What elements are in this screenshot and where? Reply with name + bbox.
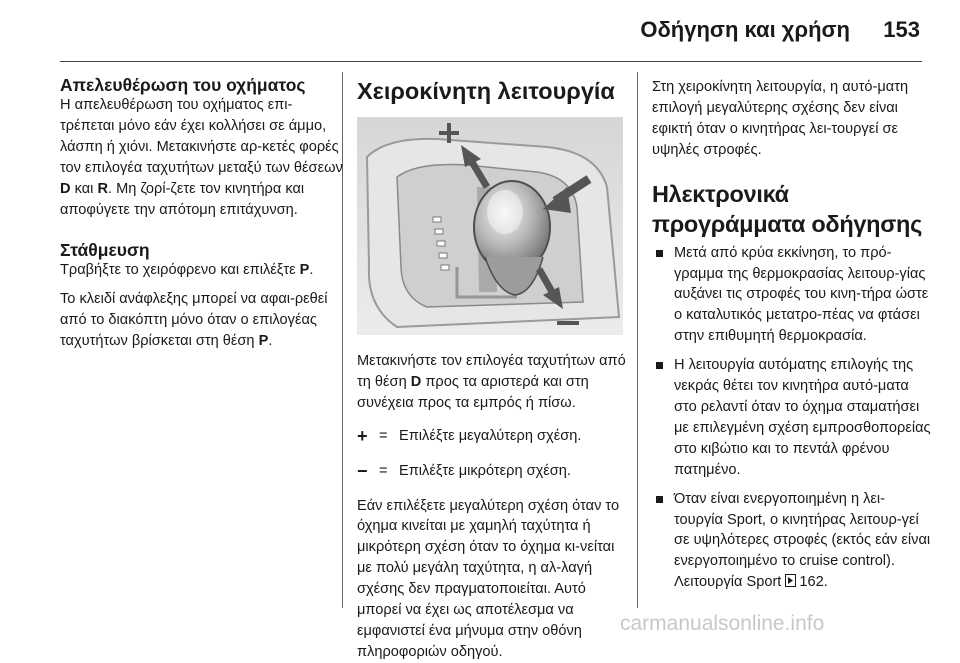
column-1 (60, 75, 345, 352)
column-2 (357, 77, 627, 663)
gear-d-2: D (410, 373, 422, 390)
header-rule (60, 61, 922, 62)
driving-programs-list (652, 243, 932, 594)
vehicle-release-paragraph: Η απελευθέρωση του οχήματος επι-τρέπεται μόνο εάν έχει κολλήσει σε άμμο, λάσπη ή χιόνι. Μετακινήστε αρ-κετές φορές τον επιλογέα ταχυτήτων μεταξύ των θέσεων D και R. Μη ζορί-ζετε τον κινητήρα και αποφύγετε την απότομη επιτάχυνση. (60, 97, 343, 218)
gear-d: D (60, 180, 71, 197)
gear-selector-illustration (357, 117, 623, 335)
watermark: carmanualsonline.info (620, 612, 825, 635)
manual-mode-paragraph-2: Εάν επιλέξετε μεγαλύτερη σχέση όταν το όχημα κινείται με χαμηλή ταχύτητα ή μικρότερη σχέση όταν το όχημα κι-νείται με πολύ μεγάλη ταχύτητα, η αλ-λαγή σχέσης δεν πραγματοποιείται. Αυτό μπορεί να έχει ως αποτέλεσμα να εμφανιστεί ένα μήνυμα στην οθόνη πληροφοριών οδηγού. (357, 497, 620, 660)
page-number: 153 (883, 17, 920, 42)
legend-row-plus: + = Επιλέξτε μεγαλύτερη σχέση. (357, 425, 582, 446)
list-item: Η λειτουργία αυτόματης επιλογής της νεκράς θέτει τον κινητήρα αυτό-ματα στο ρελαντί όταν το όχημα σταματήσει με επιλεγμένη σχέση εμπροσθοπορείας στο κιβώτιο και το πεντάλ φρένου πατημένο. (652, 355, 932, 480)
plus-icon: + (357, 425, 368, 446)
gear-selector-drawing (357, 117, 623, 335)
parking-paragraph-2: Το κλειδί ανάφλεξης μπορεί να αφαι-ρεθεί από το διακόπτη μόνο όταν ο επιλογέας ταχυτήτων βρίσκεται στη θέση P. (60, 291, 328, 350)
gear-r: R (97, 180, 109, 197)
minus-icon: − (357, 460, 368, 481)
parking-paragraph-1: Τραβήξτε το χειρόφρενο και επιλέξτε P. (60, 262, 314, 279)
section-title-driving-programs: Ηλεκτρονικά προγράμματα οδήγησης (652, 180, 922, 237)
manual-mode-intro: Στη χειροκίνητη λειτουργία, η αυτό-ματη επιλογή μεγαλύτερης σχέσης δεν είναι εφικτή όταν ο κινητήρας λει-τουργεί σε υψηλές στροφές. (652, 79, 909, 158)
section-title-manual-mode: Χειροκίνητη λειτουργία (357, 78, 615, 104)
page-reference-arrow-icon (785, 574, 796, 587)
gear-p: P (299, 262, 310, 279)
section-title-parking: Στάθμευση (60, 240, 150, 261)
legend-row-minus: − = Επιλέξτε μικρότερη σχέση. (357, 460, 571, 481)
page-header-title: Οδήγηση και χρήση (640, 17, 850, 42)
manual-mode-paragraph: Μετακινήστε τον επιλογέα ταχυτήτων από τη θέση D προς τα αριστερά και στη συνέχεια προς τα εμπρός ή πίσω. (357, 353, 626, 411)
list-item: Όταν είναι ενεργοποιημένη η λει-τουργία Sport, ο κινητήρας λειτουρ-γεί σε υψηλότερες στροφές (εκτός εάν είναι ενεργοποιημένο το cruise control). Λειτουργία Sport 162. (652, 489, 932, 594)
column-3 (652, 77, 932, 601)
gear-p-2: P (258, 333, 269, 350)
page-reference[interactable]: 162 (799, 574, 824, 591)
section-title-vehicle-release: Απελευθέρωση του οχήματος (60, 75, 306, 95)
column-divider-2 (637, 72, 638, 608)
list-item: Μετά από κρύα εκκίνηση, το πρό-γραμμα της θερμοκρασίας λειτουρ-γίας αυξάνει τις στροφές του κινη-τήρα ώστε ο καταλυτικός μετατρο-πέας να φτάσει στην επιθυμητή θερμοκρασία. (652, 243, 932, 348)
